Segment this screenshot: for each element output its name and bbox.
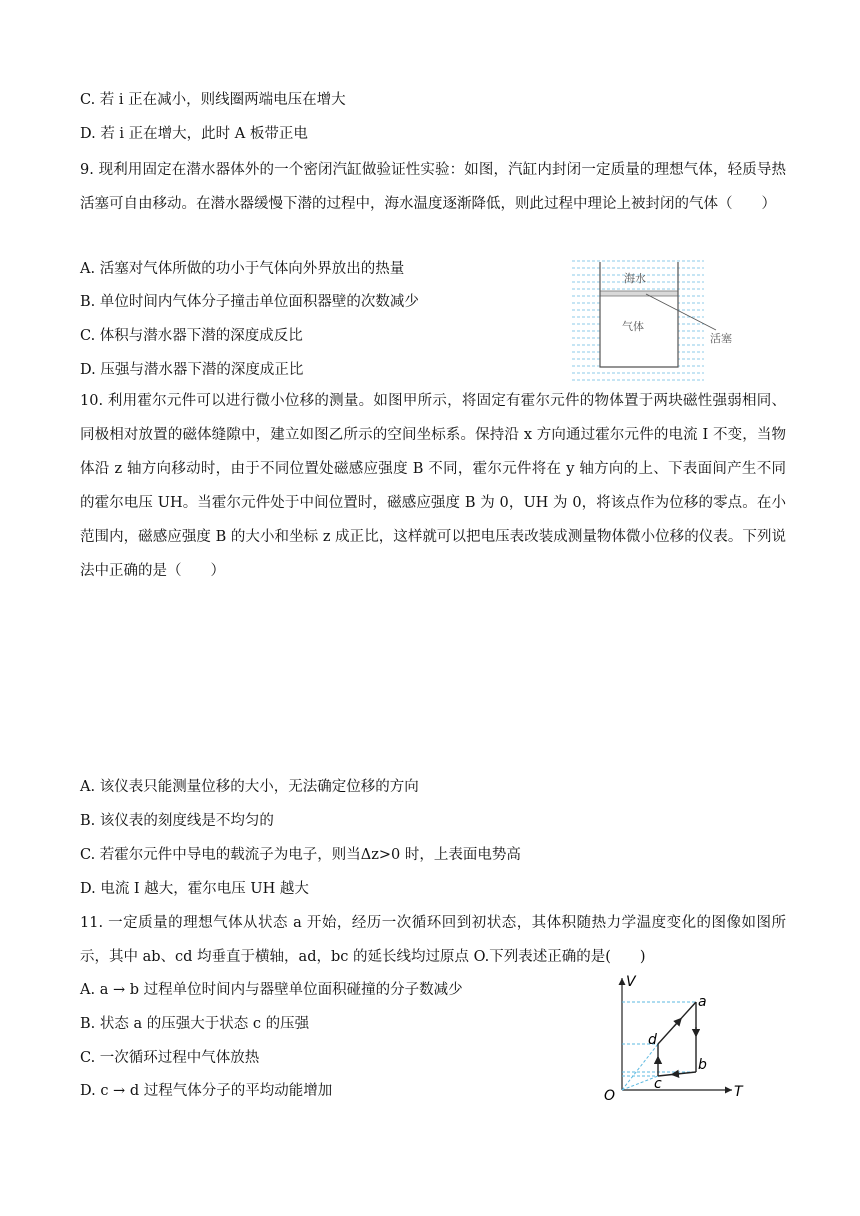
q8-option-d: D. 若 i 正在增大，此时 A 板带正电 xyxy=(80,126,308,142)
q9-stem: 9. 现利用固定在潜水器体外的一个密闭汽缸做验证性实验：如图，汽缸内封闭一定质量的理想气体，轻质导热活塞可自由移动。在潜水器缓慢下潜的过程中，海水温度逐渐降低，则此过程中理论上被封闭的气体（ ） xyxy=(80,162,786,212)
q11-option-a: A. a → b 过程单位时间内与器壁单位面积碰撞的分子数减少 xyxy=(80,982,463,998)
q9-option-d: D. 压强与潜水器下潜的深度成正比 xyxy=(80,362,304,378)
q10-option-c: C. 若霍尔元件中导电的载流子为电子，则当Δz>0 时，上表面电势高 xyxy=(80,847,521,863)
q11-vt-graph xyxy=(598,972,778,1106)
q9-option-b: B. 单位时间内气体分子撞击单位面积器壁的次数减少 xyxy=(80,294,419,310)
q11-option-d: D. c → d 过程气体分子的平均动能增加 xyxy=(80,1083,333,1099)
q10-stem: 10. 利用霍尔元件可以进行微小位移的测量。如图甲所示，将固定有霍尔元件的物体置于两块磁性强弱相同、同极相对放置的磁体缝隙中，建立如图乙所示的空间坐标系。保持沿 x 方向通过霍尔元件的电流 I 不变，当物体沿 z 轴方向移动时，由于不同位置处磁感应强度 B 不同，霍尔元件将在 y 轴方向的上、下表面间产生不同的霍尔电压 UH。当霍尔元件处于中间位置时，磁感应强度 B 为 0，UH 为 0，将该点作为位移的零点。在小范围内，磁感应强度 B 的大小和坐标 z 成正比，这样就可以把电压表改装成测量物体微小位移的仪表。下列说法中正确的是（ ） xyxy=(80,393,786,579)
q11-option-b: B. 状态 a 的压强大于状态 c 的压强 xyxy=(80,1016,310,1032)
label-point-b: b xyxy=(698,1057,707,1073)
label-gas: 气体 xyxy=(622,320,644,333)
label-origin: O xyxy=(604,1088,616,1104)
label-piston: 活塞 xyxy=(710,332,732,345)
q11-option-c: C. 一次循环过程中气体放热 xyxy=(80,1050,260,1066)
label-point-c: c xyxy=(654,1076,662,1092)
cycle-arrows xyxy=(658,1019,696,1075)
label-point-d: d xyxy=(648,1032,657,1048)
q10-option-a: A. 该仪表只能测量位移的大小，无法确定位移的方向 xyxy=(80,779,419,795)
q10-option-b: B. 该仪表的刻度线是不均匀的 xyxy=(80,813,274,829)
q11-stem: 11. 一定质量的理想气体从状态 a 开始，经历一次循环回到初状态，其体积随热力学温度变化的图像如图所示，其中 ab、cd 均垂直于横轴，ad，bc 的延长线均过原点 O.下列表述正确的是( ) xyxy=(80,915,786,965)
q10-option-d: D. 电流 I 越大，霍尔电压 UH 越大 xyxy=(80,881,309,897)
piston xyxy=(600,291,678,296)
label-point-a: a xyxy=(698,994,707,1010)
label-axis-t: T xyxy=(734,1084,743,1100)
q9-cylinder-figure xyxy=(568,258,748,384)
label-axis-v: V xyxy=(626,974,636,990)
q9-option-c: C. 体积与潜水器下潜的深度成反比 xyxy=(80,328,303,344)
q9-option-a: A. 活塞对气体所做的功小于气体向外界放出的热量 xyxy=(80,261,405,277)
cycle-path xyxy=(658,1002,696,1076)
q8-option-c: C. 若 i 正在减小，则线圈两端电压在增大 xyxy=(80,92,346,108)
label-seawater: 海水 xyxy=(624,272,646,285)
